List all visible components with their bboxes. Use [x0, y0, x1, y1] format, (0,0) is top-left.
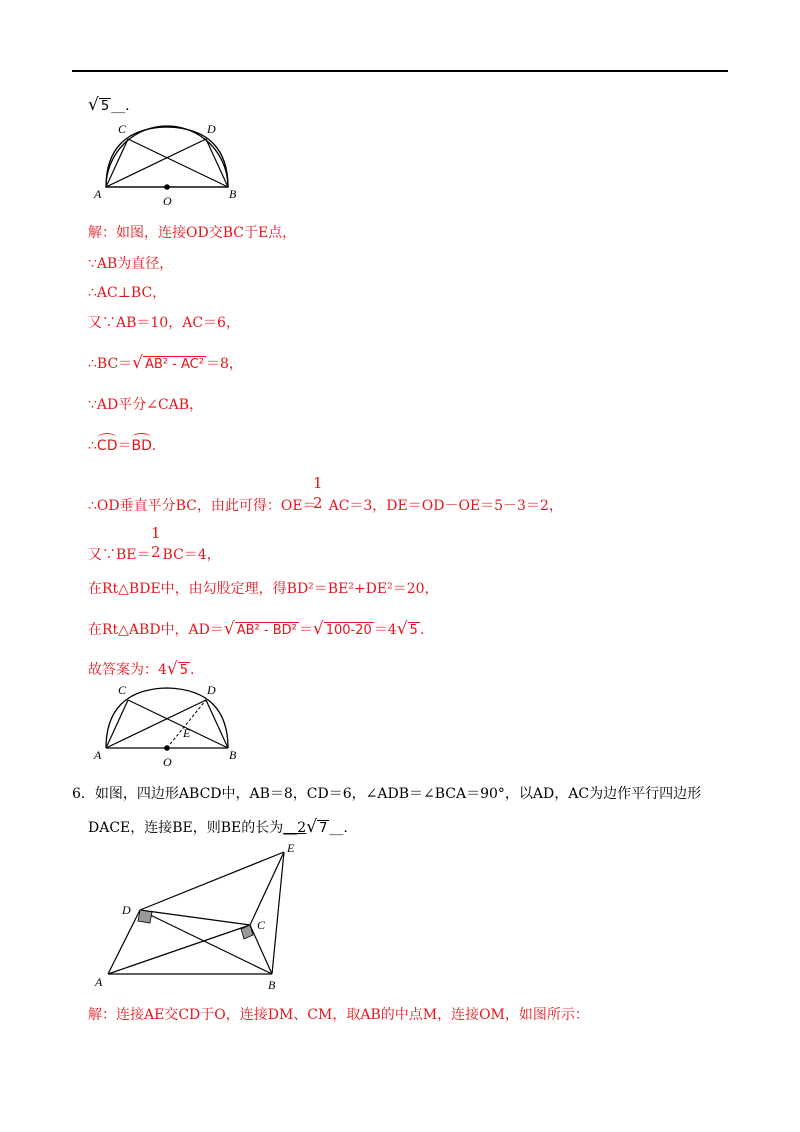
fig2-label-b: B	[229, 748, 237, 762]
fig2-label-c: C	[118, 683, 127, 697]
sqrt-expression: √ 5	[88, 95, 110, 115]
sol5-line-4: 又∵AB＝10，AC＝6，	[88, 315, 240, 331]
fig1-label-a: A	[94, 187, 102, 201]
sol5-line-5: ∴BC＝√ AB² - AC² ＝8，	[88, 353, 243, 373]
sol5-line-3: ∴AC⊥BC，	[88, 285, 167, 301]
sol5-line-12: 故答案为：4√ 5 .	[88, 659, 195, 679]
fig2-label-a: A	[94, 748, 102, 762]
fig3-label-b: B	[268, 978, 276, 992]
fraction-line8: 1	[313, 474, 323, 492]
problem6-line-2: DACE，连接BE，则BE的长为__2√ 7 __.	[88, 817, 348, 837]
fig1-label-d: D	[207, 122, 216, 136]
sol5-line-10: 在Rt△BDE中，由勾股定理，得BD²＝BE²+DE²＝20，	[88, 581, 439, 597]
sol5-line-9: 又∵BE＝ BC＝4，	[88, 547, 221, 563]
arc-cd: CD	[96, 438, 118, 454]
fig1-label-c: C	[118, 122, 127, 136]
fig1-label-o: O	[163, 194, 172, 208]
fig3-label-c: C	[257, 918, 266, 932]
sol5-line-7: ∴CD＝BD.	[88, 438, 157, 454]
sol5-line-11: 在Rt△ABD中，AD＝√ AB² - BD² ＝√ 100-20 ＝4√ 5 .	[88, 619, 425, 639]
sol5-line-6: ∵AD平分∠CAB，	[88, 397, 204, 413]
fig3-label-a: A	[95, 975, 103, 989]
sol6-line-1: 解：连接AE交CD于O，连接DM、CM，取AB的中点M，连接OM，如图所示：	[88, 1007, 589, 1023]
fig1-label-b: B	[229, 187, 237, 201]
problem6-line-1: 6．如图，四边形ABCD中，AB＝8，CD＝6，∠ADB＝∠BCA＝90°，以AD，AC为边作平行四边形	[72, 786, 702, 802]
fig2-label-d: D	[207, 683, 216, 697]
fig2-label-e: E	[183, 726, 191, 740]
fig2-label-o: O	[163, 755, 172, 769]
arc-bd: BD	[131, 438, 152, 454]
fig3-label-e: E	[287, 841, 295, 855]
prev-answer-line: √ 5 __.	[88, 95, 130, 115]
sol5-line-8: ∴OD垂直平分BC，由此可得：OE＝ AC＝3，DE＝OD－OE＝5－3＝2，	[88, 498, 563, 514]
sol5-line-2: ∵AB为直径，	[88, 256, 174, 272]
fraction-line9: 1	[151, 524, 161, 542]
fig3-label-d: D	[122, 903, 131, 917]
sol5-line-1: 解：如图，连接OD交BC于E点，	[88, 225, 297, 241]
